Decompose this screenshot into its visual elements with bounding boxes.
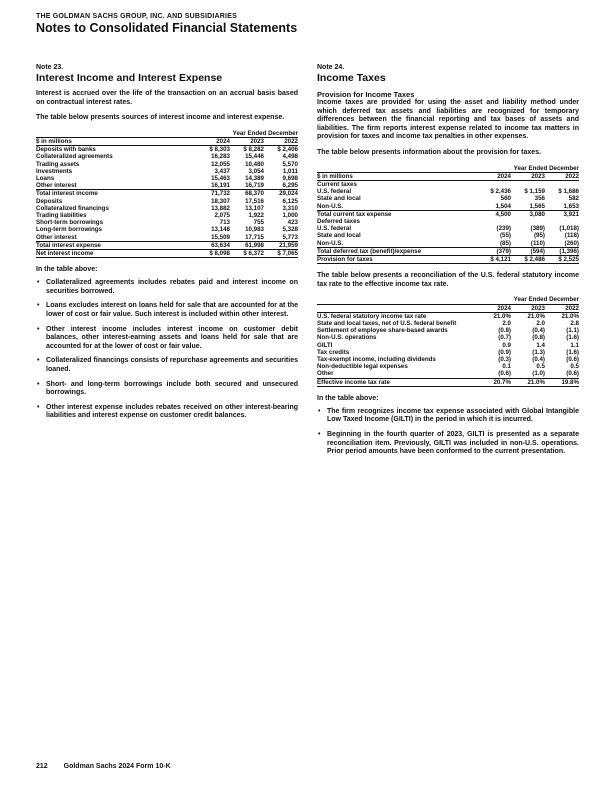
year-header: 2023 bbox=[511, 172, 545, 180]
cell-value: 0.1 bbox=[502, 363, 511, 371]
paragraph: The table below presents information about the provision for taxes. bbox=[317, 148, 542, 156]
cell-value: (0.6) bbox=[566, 370, 579, 378]
cell-value: $ 8,282 bbox=[243, 146, 264, 154]
cell-value: (389) bbox=[530, 225, 545, 233]
cell-value: 71,732 bbox=[196, 190, 230, 198]
cell-value: 2.0 bbox=[536, 320, 545, 327]
row-label: Total interest expense bbox=[36, 241, 196, 249]
list-item-text: Collateralized agreements includes rebates paid and interest income on securities borrowed. bbox=[46, 279, 298, 295]
paragraph: The table below presents sources of interest income and interest expense. bbox=[36, 114, 285, 122]
cell-value: 3,921 bbox=[545, 210, 579, 218]
list-item bbox=[37, 302, 298, 319]
table-row bbox=[317, 349, 579, 356]
table-period-row bbox=[317, 165, 579, 173]
cell-value: 17,715 bbox=[245, 233, 264, 241]
page-title: Notes to Consolidated Financial Statements bbox=[36, 21, 298, 35]
cell-value: (85) bbox=[499, 239, 511, 247]
cell-value: 713 bbox=[219, 219, 230, 227]
cell-value: (55) bbox=[499, 232, 511, 240]
cell-value: 582 bbox=[568, 195, 579, 203]
table-row bbox=[317, 225, 579, 232]
table-row bbox=[317, 195, 579, 202]
interest-table bbox=[36, 130, 298, 258]
period-label: Year Ended December bbox=[196, 130, 298, 138]
cell-value: 1,565 bbox=[529, 202, 545, 210]
table-row bbox=[36, 198, 298, 205]
row-label: Trading liabilities bbox=[36, 212, 87, 220]
year-header: 2022 bbox=[264, 137, 298, 145]
year-header: 2022 bbox=[545, 304, 579, 312]
cell-value: (0.4) bbox=[532, 356, 545, 364]
cell-value: 17,516 bbox=[245, 197, 264, 205]
cell-value: 1.4 bbox=[536, 341, 545, 349]
cell-value: (1.1) bbox=[566, 327, 579, 335]
bullet-icon: • bbox=[37, 302, 40, 310]
cell-value: (95) bbox=[533, 232, 545, 240]
row-label: Collateralized agreements bbox=[36, 153, 113, 161]
period-label: Year Ended December bbox=[477, 165, 579, 173]
row-label: Other interest bbox=[36, 182, 77, 190]
list-item-text: The firm recognizes income tax expense associated with Global Intangible Low Taxed Income (GILTI) in the period in which it is incurred. bbox=[327, 407, 579, 424]
list-item bbox=[37, 380, 298, 398]
cell-value: 0.5 bbox=[536, 363, 545, 371]
cell-value: 29,024 bbox=[264, 190, 298, 198]
cell-value: (118) bbox=[564, 232, 579, 240]
cell-value: 20.7% bbox=[477, 378, 511, 386]
table-row bbox=[317, 363, 579, 370]
cell-value: $ 1,159 bbox=[524, 188, 545, 196]
note-label: Note 24. bbox=[317, 64, 345, 71]
table-row bbox=[317, 342, 579, 349]
table-row bbox=[317, 218, 579, 225]
table-row bbox=[36, 168, 298, 175]
company-name: THE GOLDMAN SACHS GROUP, INC. AND SUBSIDIARIES bbox=[36, 13, 237, 20]
row-label: Investments bbox=[36, 167, 73, 175]
list-item bbox=[37, 325, 298, 352]
cell-value: (0.7) bbox=[498, 334, 511, 342]
cell-value: 0.5 bbox=[570, 363, 579, 371]
row-label: Deposits with banks bbox=[36, 146, 96, 154]
cell-value: 21.0% bbox=[511, 378, 545, 386]
cell-value: 15,509 bbox=[211, 233, 230, 241]
cell-value: (0.6) bbox=[498, 370, 511, 378]
cell-value: 63,634 bbox=[196, 241, 230, 249]
bullet-icon: • bbox=[37, 325, 40, 333]
section-title: Income Taxes bbox=[317, 72, 386, 84]
cell-value: $ 8,098 bbox=[196, 250, 230, 258]
cell-value: $ 7,065 bbox=[264, 250, 298, 258]
cell-value bbox=[545, 218, 579, 225]
table-row bbox=[36, 146, 298, 154]
cell-value: 61,998 bbox=[230, 241, 264, 249]
row-label: Short-term borrowings bbox=[36, 219, 104, 227]
cell-value: 2.0 bbox=[502, 320, 511, 327]
cell-value: 12,055 bbox=[211, 160, 230, 168]
cell-value: 2,075 bbox=[214, 212, 230, 220]
tax-provision-table bbox=[317, 165, 579, 265]
table-row bbox=[317, 188, 579, 195]
year-header: 2022 bbox=[545, 172, 579, 180]
table-header-row bbox=[36, 137, 298, 145]
row-label: Total deferred tax (benefit)/expense bbox=[317, 247, 477, 255]
cell-value bbox=[511, 218, 545, 225]
bullet-icon: • bbox=[318, 407, 321, 415]
cell-value: 13,882 bbox=[211, 204, 230, 212]
paragraph: Interest is accrued over the life of the transaction on an accrual basis based on contractual interest rates. bbox=[36, 90, 298, 106]
table-row bbox=[317, 320, 579, 327]
bullet-icon: • bbox=[37, 403, 40, 411]
list-item-text: Other interest expense includes rebates received on other interest-bearing liabilities and interest expense on customer credit balances. bbox=[46, 403, 298, 420]
cell-value: (110) bbox=[530, 239, 545, 247]
cell-value: (0.3) bbox=[498, 356, 511, 364]
cell-value: (594) bbox=[511, 247, 545, 255]
page-number: 212 bbox=[36, 763, 48, 770]
cell-value: (260) bbox=[564, 239, 579, 247]
cell-value: (239) bbox=[496, 225, 511, 233]
table-spacer bbox=[36, 130, 196, 138]
cell-value: (0.6) bbox=[566, 356, 579, 364]
table-header-row bbox=[317, 172, 579, 180]
row-label: Total current tax expense bbox=[317, 210, 477, 218]
list-item-text: Short- and long-term borrowings include both secured and unsecured borrowings. bbox=[46, 380, 298, 397]
table-period-row bbox=[317, 296, 579, 304]
cell-value: 68,370 bbox=[230, 190, 264, 198]
year-header: 2023 bbox=[230, 137, 264, 145]
table-row bbox=[317, 232, 579, 239]
table-row bbox=[36, 205, 298, 212]
cell-value: 21.0% bbox=[527, 312, 545, 320]
cell-value: $ 2,436 bbox=[490, 188, 511, 196]
cell-value: 1,000 bbox=[282, 212, 298, 220]
cell-value: 6,125 bbox=[282, 197, 298, 205]
cell-value: (0.4) bbox=[532, 327, 545, 335]
note-label: Note 23. bbox=[36, 64, 64, 71]
cell-value: 10,983 bbox=[245, 226, 264, 234]
cell-value: 4,498 bbox=[282, 153, 298, 161]
cell-value: (1.6) bbox=[566, 334, 579, 342]
bullet-icon: • bbox=[37, 279, 40, 287]
row-label: Provision for taxes bbox=[317, 256, 477, 264]
document-name: Goldman Sachs 2024 Form 10-K bbox=[63, 763, 171, 770]
cell-value bbox=[545, 180, 579, 188]
cell-value: 755 bbox=[253, 219, 264, 227]
cell-value: 19.8% bbox=[545, 378, 579, 386]
table-caption: In the table above: bbox=[36, 266, 98, 274]
cell-value: 21.0% bbox=[561, 312, 579, 320]
table-row bbox=[36, 190, 298, 198]
table-row bbox=[317, 370, 579, 378]
page-footer bbox=[36, 763, 171, 770]
row-label: Loans bbox=[36, 175, 55, 182]
row-label: Effective income tax rate bbox=[317, 378, 477, 386]
bullet-icon: • bbox=[37, 357, 40, 365]
table-row bbox=[36, 175, 298, 182]
table-row bbox=[36, 212, 298, 219]
table-row bbox=[317, 203, 579, 211]
cell-value: 423 bbox=[287, 219, 298, 227]
table-row bbox=[317, 240, 579, 248]
table-row bbox=[36, 234, 298, 242]
cell-value: 1,922 bbox=[248, 212, 264, 220]
cell-value: $ 2,486 bbox=[511, 256, 545, 264]
year-header: 2024 bbox=[477, 172, 511, 180]
cell-value: 0.9 bbox=[502, 341, 511, 349]
table-row bbox=[317, 327, 579, 334]
list-item-text: Other interest income includes interest income on customer debit balances, other interest-earning assets and loans held for sale that are accounted for at the lower of cost or fair value. bbox=[46, 325, 298, 350]
list-item bbox=[318, 407, 579, 425]
unit-label bbox=[317, 304, 477, 312]
cell-value: 4,500 bbox=[477, 210, 511, 218]
cell-value: 14,389 bbox=[245, 175, 264, 182]
paragraph: Income taxes are provided for using the asset and liability method under which deferred tax assets and liabilities are recognized for temporary differences between the financial reporting and tax bases of assets and liabilities. The firm reports interest expense related to income tax matters in provision for taxes and income tax penalties in other expenses. bbox=[317, 99, 579, 141]
row-label: Deposits bbox=[36, 197, 63, 205]
cell-value: 3,437 bbox=[214, 167, 230, 175]
unit-label: $ in millions bbox=[36, 137, 196, 145]
cell-value: 13,107 bbox=[245, 204, 264, 212]
row-label: Non-U.S. bbox=[317, 202, 344, 210]
cell-value: (1.0) bbox=[532, 370, 545, 378]
cell-value: 5,328 bbox=[282, 226, 298, 234]
row-label: State and local taxes, net of U.S. federal benefit bbox=[317, 320, 457, 327]
paragraph: The table below presents a reconciliation of the U.S. federal statutory income tax rate to the effective income tax rate. bbox=[317, 272, 579, 288]
cell-value: $ 8,303 bbox=[209, 146, 230, 154]
table-row bbox=[36, 153, 298, 160]
table-row bbox=[36, 226, 298, 233]
table-row bbox=[36, 250, 298, 258]
row-label: Non-U.S. bbox=[317, 239, 344, 247]
table-row bbox=[317, 247, 579, 255]
list-item-text: Collateralized financings consists of repurchase agreements and securities loaned. bbox=[46, 357, 298, 373]
cell-value: (1.6) bbox=[566, 348, 579, 356]
cell-value: 1,653 bbox=[563, 202, 579, 210]
cell-value: 356 bbox=[534, 195, 545, 203]
row-label: Non-deductible legal expenses bbox=[317, 363, 408, 371]
table-row bbox=[317, 378, 579, 386]
table-row bbox=[317, 312, 579, 320]
year-header: 2023 bbox=[511, 304, 545, 312]
cell-value: $ 4,121 bbox=[477, 256, 511, 264]
cell-value: (1.3) bbox=[532, 348, 545, 356]
cell-value: 2.8 bbox=[570, 320, 579, 327]
row-label: Total interest income bbox=[36, 190, 196, 198]
cell-value: 1,504 bbox=[495, 202, 511, 210]
list-item bbox=[37, 357, 298, 374]
table-row bbox=[36, 241, 298, 249]
cell-value: 21.0% bbox=[493, 312, 511, 320]
cell-value: 560 bbox=[500, 195, 511, 203]
cell-value: 9,698 bbox=[282, 175, 298, 182]
row-label: Other bbox=[317, 370, 334, 378]
cell-value: 21,959 bbox=[264, 241, 298, 249]
row-label: Net interest income bbox=[36, 250, 196, 258]
period-label: Year Ended December bbox=[477, 296, 579, 304]
row-label: Current taxes bbox=[317, 180, 357, 188]
cell-value: 6,295 bbox=[282, 182, 298, 190]
cell-value: 3,054 bbox=[248, 167, 264, 175]
list-item bbox=[37, 279, 298, 296]
table-spacer bbox=[317, 165, 477, 173]
cell-value: 13,148 bbox=[211, 226, 230, 234]
page-header bbox=[36, 12, 596, 36]
year-header: 2024 bbox=[477, 304, 511, 312]
table-period-row bbox=[36, 130, 298, 138]
row-label: Long-term borrowings bbox=[36, 226, 102, 234]
year-header: 2024 bbox=[196, 137, 230, 145]
table-row bbox=[317, 180, 579, 188]
row-label: Other interest bbox=[36, 233, 77, 241]
row-label: Collateralized financings bbox=[36, 204, 109, 212]
bullet-icon: • bbox=[318, 431, 321, 439]
row-label: U.S. federal bbox=[317, 225, 352, 233]
cell-value: 5,773 bbox=[282, 233, 298, 241]
sub-title: Provision for Income Taxes bbox=[317, 90, 415, 99]
cell-value: 18,307 bbox=[211, 197, 230, 205]
table-row bbox=[36, 161, 298, 168]
cell-value: 1,011 bbox=[282, 167, 298, 175]
cell-value: 5,570 bbox=[282, 160, 298, 168]
cell-value bbox=[477, 180, 511, 188]
table-row bbox=[317, 334, 579, 341]
cell-value: $ 6,372 bbox=[230, 250, 264, 258]
row-label: U.S. federal statutory income tax rate bbox=[317, 312, 427, 320]
cell-value: 16,719 bbox=[245, 182, 264, 190]
row-label: U.S. federal bbox=[317, 188, 352, 196]
cell-value: 3,310 bbox=[282, 204, 298, 212]
table-header-row bbox=[317, 304, 579, 312]
list-item-text: Beginning in the fourth quarter of 2023, GILTI is presented as a separate reconciliation item. Previously, GILTI was included in non-U.S. operations. Prior period amounts have been conformed to the current presentation. bbox=[327, 431, 579, 456]
cell-value: 16,191 bbox=[211, 182, 230, 190]
cell-value bbox=[511, 180, 545, 188]
row-label: Deferred taxes bbox=[317, 217, 360, 225]
cell-value: (0.8) bbox=[532, 334, 545, 342]
cell-value: 15,446 bbox=[245, 153, 264, 161]
unit-label: $ in millions bbox=[317, 172, 477, 180]
cell-value: 10,480 bbox=[245, 160, 264, 168]
cell-value: 3,080 bbox=[511, 210, 545, 218]
table-row bbox=[36, 219, 298, 226]
row-label: Tax-exempt income, including dividends bbox=[317, 356, 436, 364]
tax-rate-table bbox=[317, 296, 579, 386]
cell-value: $ 1,686 bbox=[558, 188, 579, 196]
cell-value: $ 2,406 bbox=[277, 146, 298, 154]
row-label: Trading assets bbox=[36, 160, 80, 168]
list-item-text: Loans excludes interest on loans held for sale that are accounted for at the lower of cost or fair value. Such interest is included within other interest. bbox=[46, 302, 298, 319]
left-column bbox=[36, 62, 298, 427]
table-row bbox=[36, 182, 298, 190]
table-row bbox=[317, 356, 579, 363]
cell-value: 16,283 bbox=[211, 153, 230, 161]
bullet-list bbox=[317, 408, 579, 457]
table-row bbox=[317, 210, 579, 218]
cell-value: (1,396) bbox=[545, 247, 579, 255]
cell-value: 15,463 bbox=[211, 175, 230, 182]
bullet-list bbox=[36, 279, 298, 421]
row-label: State and local bbox=[317, 195, 361, 203]
cell-value: (1,018) bbox=[559, 225, 579, 233]
row-label: Tax credits bbox=[317, 348, 350, 356]
cell-value: (0.8) bbox=[498, 327, 511, 335]
cell-value: $ 2,525 bbox=[545, 256, 579, 264]
cell-value: 1.1 bbox=[570, 341, 579, 349]
cell-value: (379) bbox=[477, 247, 511, 255]
cell-value: (0.9) bbox=[498, 348, 511, 356]
table-spacer bbox=[317, 296, 477, 304]
section-title: Interest Income and Interest Expense bbox=[36, 72, 223, 84]
row-label: Settlement of employee share-based awards bbox=[317, 327, 448, 335]
list-item bbox=[318, 431, 579, 457]
bullet-icon: • bbox=[37, 380, 40, 388]
list-item bbox=[37, 403, 298, 421]
right-column bbox=[317, 62, 579, 463]
cell-value bbox=[477, 218, 511, 225]
row-label: State and local bbox=[317, 232, 361, 240]
row-label: Non-U.S. operations bbox=[317, 334, 377, 342]
table-caption: In the table above: bbox=[317, 394, 379, 402]
row-label: GILTI bbox=[317, 341, 333, 349]
table-row bbox=[317, 256, 579, 264]
